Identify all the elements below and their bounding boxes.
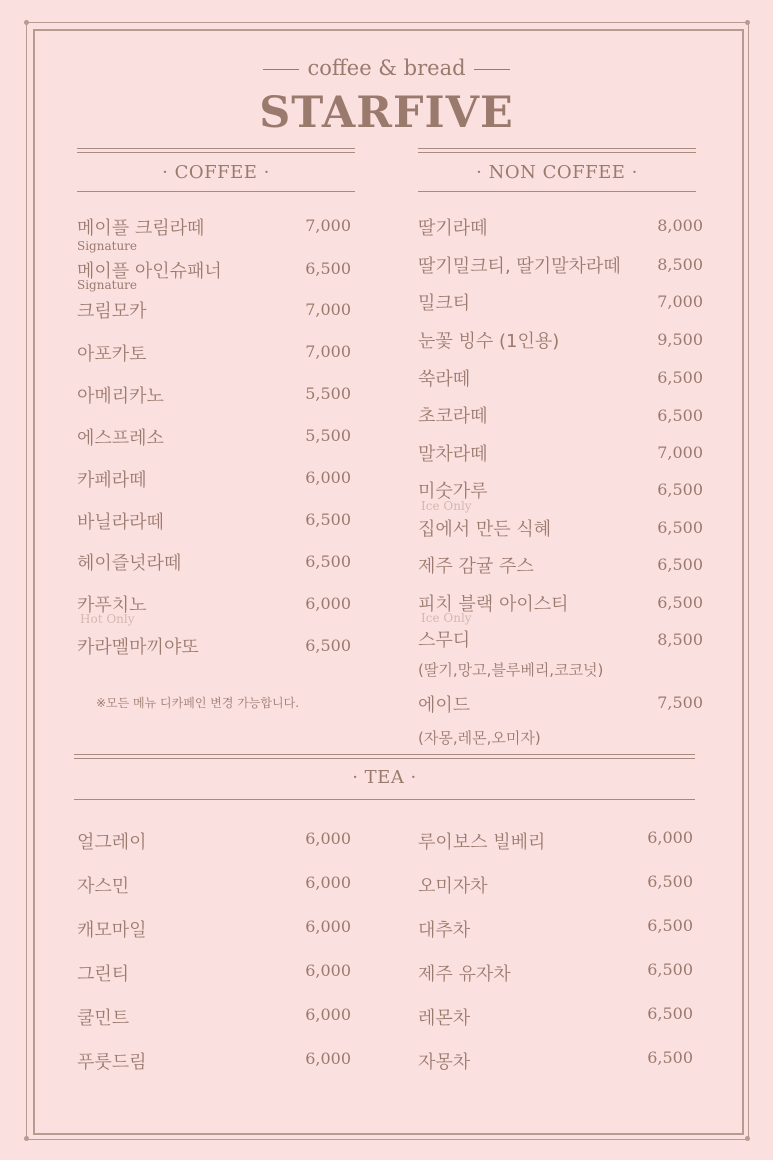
menu-item-name: 바닐라라떼 [77,512,164,533]
menu-item-name: 크림모카 [77,301,147,322]
menu-item-price: 6,500 [647,916,693,935]
corner-ornament [745,1136,750,1141]
menu-item-tag: Ice Only [421,611,472,625]
menu-item-detail: (자몽,레몬,오미자) [418,729,541,747]
tea-rule-top2 [74,758,695,759]
menu-item-name: 쿨민트 [77,1008,130,1029]
section-heading-non-coffee: · NON COFFEE · [476,162,638,183]
menu-item-name: 메이플 크림라떼 [77,218,205,239]
menu-item-price: 6,500 [657,368,703,387]
menu-item-name: 대추차 [418,920,471,941]
menu-item-price: 6,500 [657,555,703,574]
menu-item-price: 6,000 [305,594,351,613]
menu-item-price: 5,500 [305,426,351,445]
menu-item-name: 레몬차 [418,1008,471,1029]
menu-item-name: 아메리카노 [77,386,164,407]
tea-rule-top [74,754,695,755]
tagline [0,56,773,80]
menu-item-price: 7,000 [657,292,703,311]
menu-item-name: 제주 감귤 주스 [418,556,534,577]
shop-title: STARFIVE [259,88,514,138]
menu-item-name: 자스민 [77,876,130,897]
menu-item-price: 7,000 [305,216,351,235]
menu-item-name: 딸기밀크티, 딸기말차라떼 [418,256,621,277]
menu-item-price: 6,000 [305,1005,351,1024]
menu-item-price: 6,500 [657,518,703,537]
menu-item-name: 카라멜마끼야또 [77,637,199,658]
menu-item-name: 오미자차 [418,876,488,897]
menu-item-name: 딸기라떼 [418,218,488,239]
menu-item-name: 자몽차 [418,1052,471,1073]
menu-item-name: 초코라떼 [418,406,488,427]
menu-item-price: 6,500 [647,1048,693,1067]
menu-item-name: 스무디 [418,630,471,651]
menu-item-price: 6,500 [647,872,693,891]
menu-item-name: 미숫가루 [418,481,488,502]
menu-item-name: 캐모마일 [77,920,147,941]
menu-item-price: 6,000 [305,1049,351,1068]
menu-item-tag: Ice Only [421,499,472,513]
menu-item-price: 7,500 [657,693,703,712]
menu-item-name: 말차라떼 [418,444,488,465]
noncoffee-rule-bottom [418,191,696,192]
corner-ornament [24,20,29,25]
menu-item-price: 6,500 [647,960,693,979]
menu-item-price: 6,500 [657,480,703,499]
menu-item-name: 루이보스 빌베리 [418,832,546,853]
menu-item-price: 9,500 [657,330,703,349]
menu-item-price: 8,000 [657,216,703,235]
menu-item-price: 8,500 [657,630,703,649]
noncoffee-rule-top2 [418,152,696,153]
menu-item-price: 6,000 [647,828,693,847]
menu-item-tag: Signature [77,278,138,292]
menu-item-price: 6,500 [657,406,703,425]
coffee-rule-top [77,148,355,149]
menu-item-name: 쑥라떼 [418,369,471,390]
section-heading-tea: · TEA · [352,767,417,788]
menu-item-name: 집에서 만든 식혜 [418,519,552,540]
menu-item-name: 피치 블랙 아이스티 [418,594,569,615]
menu-item-price: 6,500 [647,1004,693,1023]
menu-item-name: 에스프레소 [77,428,164,449]
menu-item-detail: (딸기,망고,블루베리,코코넛) [418,661,604,679]
menu-item-price: 6,500 [657,593,703,612]
menu-item-price: 6,500 [305,259,351,278]
menu-item-name: 얼그레이 [77,832,147,853]
menu-item-price: 7,000 [657,443,703,462]
menu-item-price: 8,500 [657,255,703,274]
tagline-text: coffee & bread [307,56,466,80]
menu-item-name: 눈꽃 빙수 (1인용) [418,331,560,352]
section-heading-coffee: · COFFEE · [162,162,270,183]
tea-rule-bottom [74,799,695,800]
menu-item-price: 5,500 [305,384,351,403]
coffee-rule-top2 [77,152,355,153]
coffee-rule-bottom [77,191,355,192]
menu-item-tag: Signature [77,239,138,253]
menu-item-name: 아포카토 [77,344,147,365]
menu-item-name: 메이플 아인슈패너 [77,261,222,282]
menu-item-name: 헤이즐넛라떼 [77,553,182,574]
corner-ornament [24,1136,29,1141]
tagline-dash-right [474,69,510,70]
menu-item-price: 6,000 [305,917,351,936]
menu-item-price: 6,000 [305,961,351,980]
menu-item-name: 그린티 [77,964,130,985]
menu-item-name: 밀크티 [418,293,471,314]
menu-item-price: 6,000 [305,873,351,892]
menu-item-name: 제주 유자차 [418,964,511,985]
menu-item-name: 카페라떼 [77,470,147,491]
menu-item-name: 푸룻드림 [77,1052,147,1073]
menu-item-price: 6,500 [305,510,351,529]
menu-item-name: 카푸치노 [77,595,147,616]
menu-item-price: 6,500 [305,636,351,655]
menu-item-tag: Hot Only [80,612,135,626]
menu-item-price: 6,000 [305,829,351,848]
menu-item-price: 7,000 [305,300,351,319]
tagline-dash-left [263,69,299,70]
decaf-note: ※모든 메뉴 디카페인 변경 가능합니다. [96,696,300,710]
noncoffee-rule-top [418,148,696,149]
menu-item-price: 6,000 [305,468,351,487]
menu-item-name: 에이드 [418,695,471,716]
menu-item-price: 6,500 [305,552,351,571]
corner-ornament [745,20,750,25]
menu-item-price: 7,000 [305,342,351,361]
